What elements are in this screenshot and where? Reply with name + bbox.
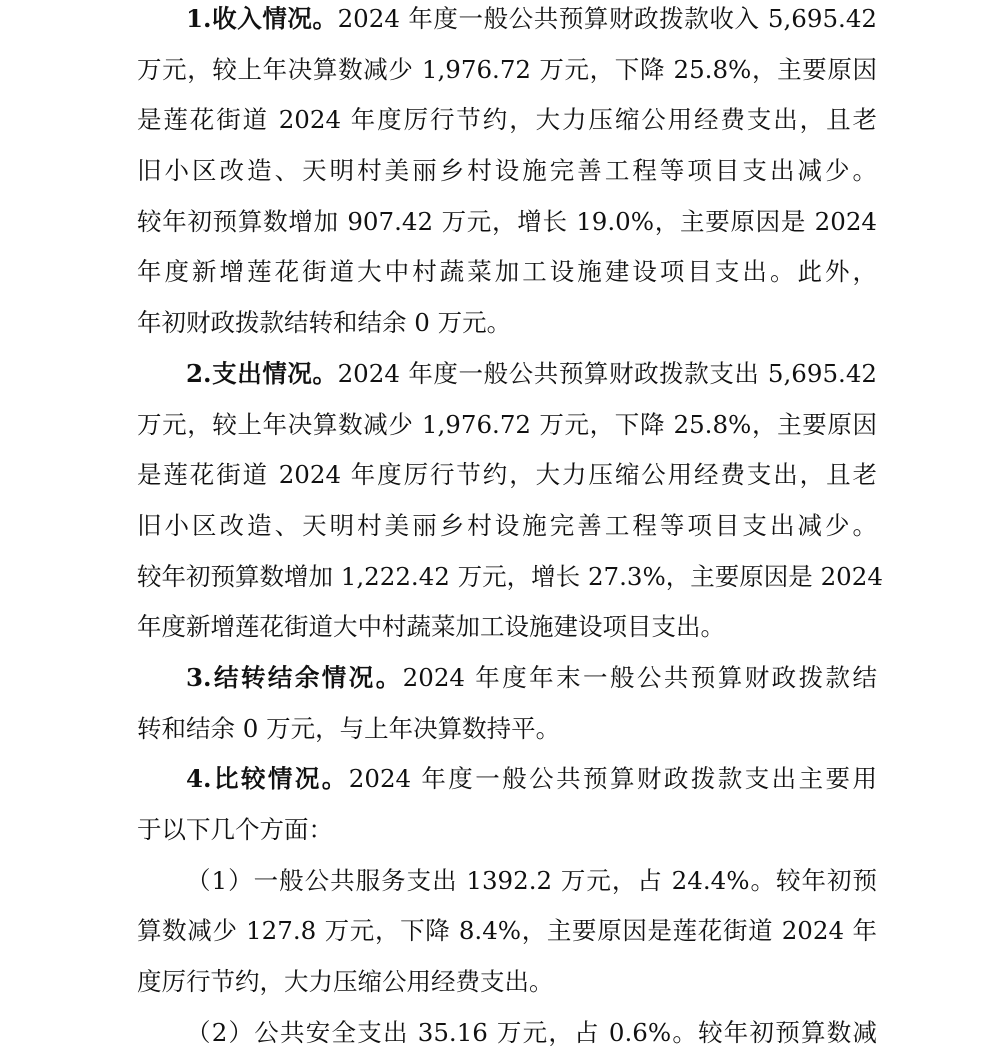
item-2-line-1: （2）公共安全支出 35.16 万元，占 0.6%。较年初预算数减	[186, 1017, 877, 1047]
paragraph-1-line-3: 是莲花街道 2024 年度厉行节约，大力压缩公用经费支出，且老	[137, 105, 877, 135]
paragraph-1-heading: 1.收入情况。	[186, 4, 338, 33]
paragraph-1-line-7: 年初财政拨款结转和结余 0 万元。	[137, 308, 512, 338]
paragraph-2-line-5: 较年初预算数增加 1,222.42 万元，增长 27.3%，主要原因是 2024	[137, 561, 883, 591]
paragraph-1-line-4: 旧小区改造、天明村美丽乡村设施完善工程等项目支出减少。	[137, 156, 877, 186]
document-page	[137, 0, 883, 1058]
paragraph-3-line-2: 转和结余 0 万元，与上年决算数持平。	[137, 713, 561, 743]
item-1-line-1: （1）一般公共服务支出 1392.2 万元，占 24.4%。较年初预	[186, 865, 877, 895]
paragraph-2-text: 2024 年度一般公共预算财政拨款支出 5,695.42	[337, 358, 877, 388]
item-1-line-2: 算数减少 127.8 万元，下降 8.4%，主要原因是莲花街道 2024 年	[137, 916, 877, 946]
paragraph-1-line-6: 年度新增莲花街道大中村蔬菜加工设施建设项目支出。此外，	[137, 257, 877, 287]
paragraph-3-line-1	[137, 653, 877, 704]
paragraph-3-text: 2024 年度年末一般公共预算财政拨款结	[402, 662, 877, 692]
paragraph-1-line-5: 较年初预算数增加 907.42 万元，增长 19.0%，主要原因是 2024	[137, 206, 877, 236]
paragraph-4-text: 2024 年度一般公共预算财政拨款支出主要用	[348, 764, 878, 794]
paragraph-2-line-6: 年度新增莲花街道大中村蔬菜加工设施建设项目支出。	[137, 612, 725, 642]
paragraph-1-line-2: 万元，较上年决算数减少 1,976.72 万元，下降 25.8%，主要原因	[137, 54, 877, 84]
paragraph-1-line-1	[137, 0, 877, 45]
paragraph-2-heading: 2.支出情况。	[186, 358, 338, 388]
item-1-line-3: 度厉行节约，大力压缩公用经费支出。	[137, 967, 554, 997]
paragraph-4-line-2: 于以下几个方面：	[137, 815, 333, 844]
paragraph-3-heading: 3.结转结余情况。	[186, 662, 403, 692]
paragraph-2-line-2: 万元，较上年决算数减少 1,976.72 万元，下降 25.8%，主要原因	[137, 409, 877, 439]
paragraph-2-line-1	[137, 349, 877, 400]
paragraph-2-line-3: 是莲花街道 2024 年度厉行节约，大力压缩公用经费支出，且老	[137, 460, 877, 490]
paragraph-2-line-4: 旧小区改造、天明村美丽乡村设施完善工程等项目支出减少。	[137, 510, 877, 540]
paragraph-4-heading: 4.比较情况。	[186, 764, 349, 794]
paragraph-4-line-1	[137, 754, 877, 805]
paragraph-1-text: 2024 年度一般公共预算财政拨款收入 5,695.42	[337, 4, 877, 33]
